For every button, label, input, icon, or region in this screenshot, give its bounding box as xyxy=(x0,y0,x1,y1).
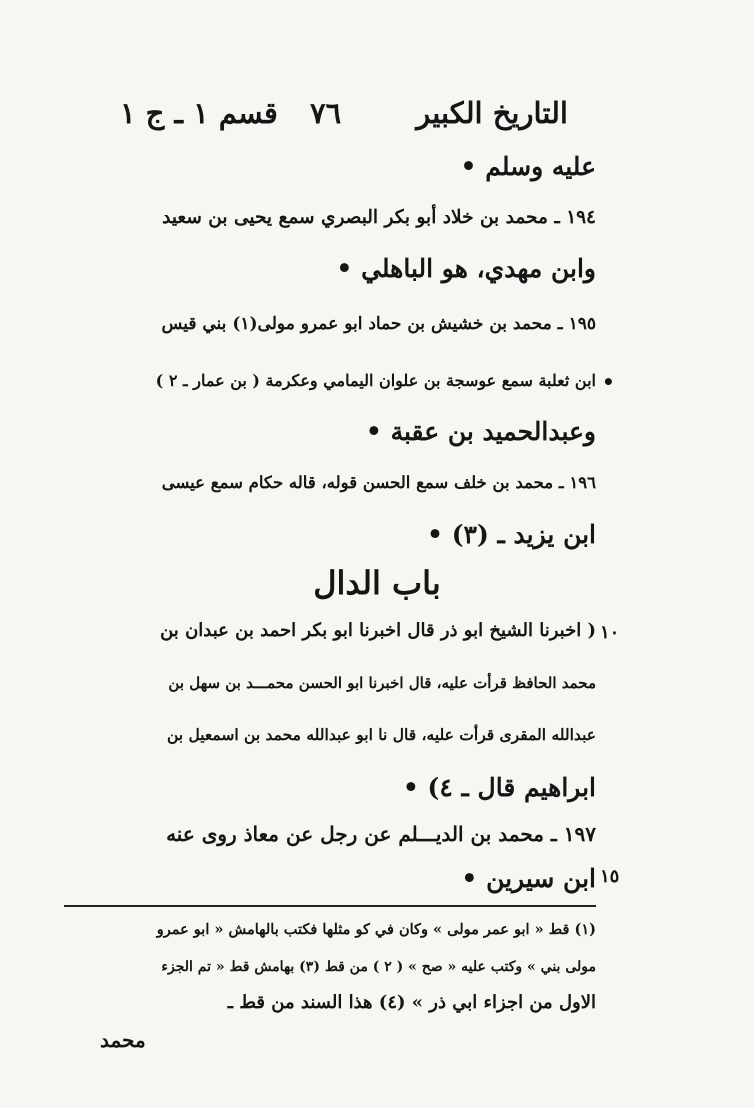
text-line: عليه وسلم • xyxy=(460,152,596,181)
running-title: التاريخ الكبير xyxy=(416,96,568,130)
page-number: ٧٦ xyxy=(310,96,342,130)
text-line: ( اخبرنا الشيخ ابو ذر قال اخبرنا ابو بكر احمد بن عبدان بن xyxy=(160,620,596,641)
text-line: ابن ثعلبة سمع عوسجة بن علوان اليمامي وعكرمة ( بن عمار ـ ٢ ) xyxy=(155,371,596,390)
text-line: عبدالله المقرى قرأت عليه، قال نا ابو عبدالله محمد بن اسمعيل بن xyxy=(166,725,596,744)
margin-line-number: ١٠ xyxy=(600,622,620,643)
text-line: ابن سيرين • xyxy=(461,864,596,893)
footnote-line: الاول من اجزاء ابي ذر » (٤) هذا السند من قط ـ xyxy=(227,992,596,1013)
text-line: وعبدالحميد بن عقبة • xyxy=(365,417,596,446)
part-label: قسم ١ ـ ج ١ xyxy=(120,96,278,130)
footnote-line: مولى بني » وكتب عليه « صح » ( ٢ ) من قط (٣) بهامش قط « تم الجزء xyxy=(161,959,596,975)
margin-line-number: ١٥ xyxy=(600,866,620,887)
text-line: محمد الحافظ قرأت عليه، قال اخبرنا ابو الحسن محمـــد بن سهل بن xyxy=(168,674,596,692)
section-heading: باب الدال xyxy=(313,564,441,602)
catchword: محمد xyxy=(100,1028,146,1052)
footnote-line: (١) قط « ابو عمر مولى » وكان في كو مثلها فكتب بالهامش « ابو عمرو xyxy=(156,921,596,938)
text-line: ابراهيم قال ـ ٤) • xyxy=(402,773,596,802)
text-line: ١٩٧ ـ محمد بن الديـــلم عن رجل عن معاذ روى عنه xyxy=(166,822,596,846)
footnote-rule xyxy=(64,905,596,907)
text-line: ١٩٦ ـ محمد بن خلف سمع الحسن قوله، قاله حكام سمع عيسى xyxy=(161,473,596,492)
text-line: ١٩٥ ـ محمد بن خشيش بن حماد ابو عمرو مولى(١) بني قيس xyxy=(161,314,596,334)
margin-mark: • xyxy=(602,370,615,394)
text-line: وابن مهدي، هو الباهلي • xyxy=(336,254,596,283)
text-line: ابن يزيد ـ (٣) • xyxy=(427,520,596,549)
text-line: ١٩٤ ـ محمد بن خلاد أبو بكر البصري سمع يحيى بن سعيد xyxy=(162,207,596,228)
